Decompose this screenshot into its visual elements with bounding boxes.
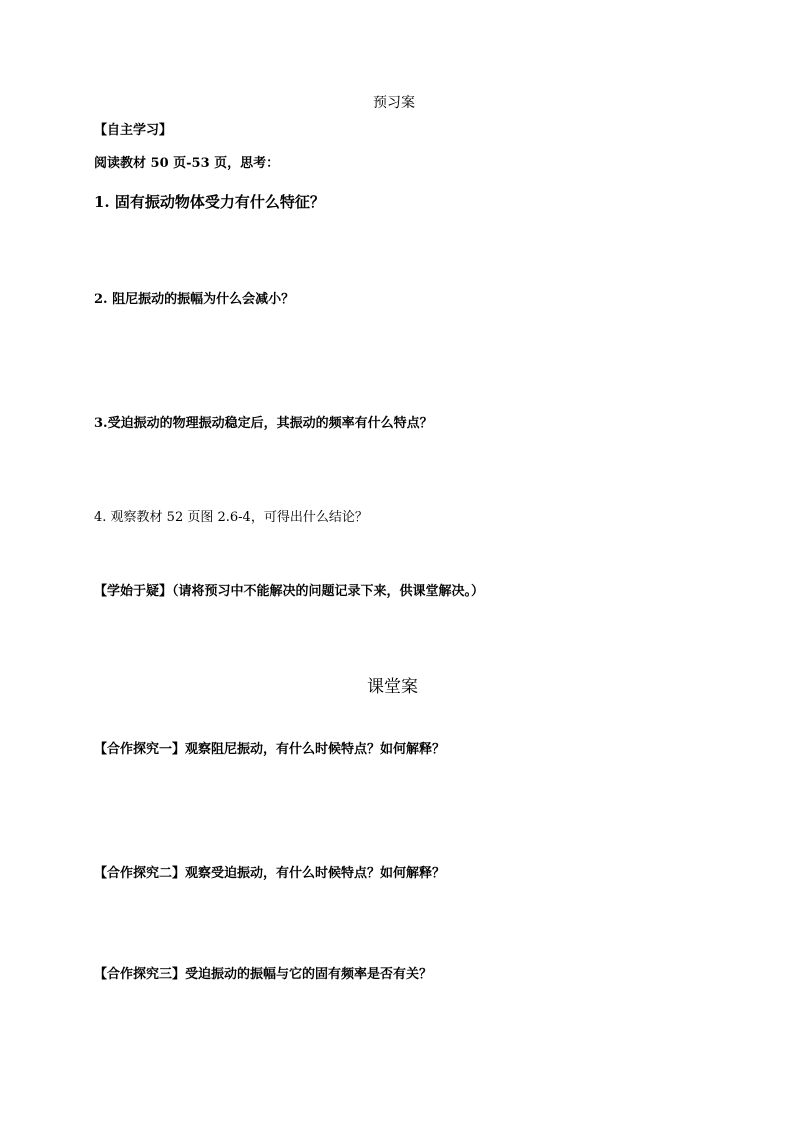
doubt-section: 【学始于疑】（请将预习中不能解决的问题记录下来，供课堂解决。） bbox=[94, 584, 485, 599]
exploration-3: 【合作探究三】受迫振动的振幅与它的固有频率是否有关？ bbox=[94, 967, 433, 982]
self-study-heading: 【自主学习】 bbox=[94, 123, 173, 138]
question-3: 3.受迫振动的物理振动稳定后，其振动的频率有什么特点？ bbox=[94, 416, 433, 431]
question-2: 2. 阻尼振动的振幅为什么会减小？ bbox=[94, 292, 295, 307]
question-4: 4. 观察教材 52 页图 2.6-4，可得出什么结论？ bbox=[94, 510, 368, 525]
exploration-1: 【合作探究一】观察阻尼振动，有什么时候特点？如何解释？ bbox=[94, 742, 446, 757]
classroom-title: 课堂案 bbox=[367, 677, 418, 697]
preview-title: 预习案 bbox=[373, 95, 415, 111]
exploration-2: 【合作探究二】观察受迫振动，有什么时候特点？如何解释？ bbox=[94, 866, 446, 881]
question-1: 1. 固有振动物体受力有什么特征？ bbox=[94, 193, 325, 211]
reading-instruction: 阅读教材 50 页-53 页，思考： bbox=[94, 156, 280, 171]
